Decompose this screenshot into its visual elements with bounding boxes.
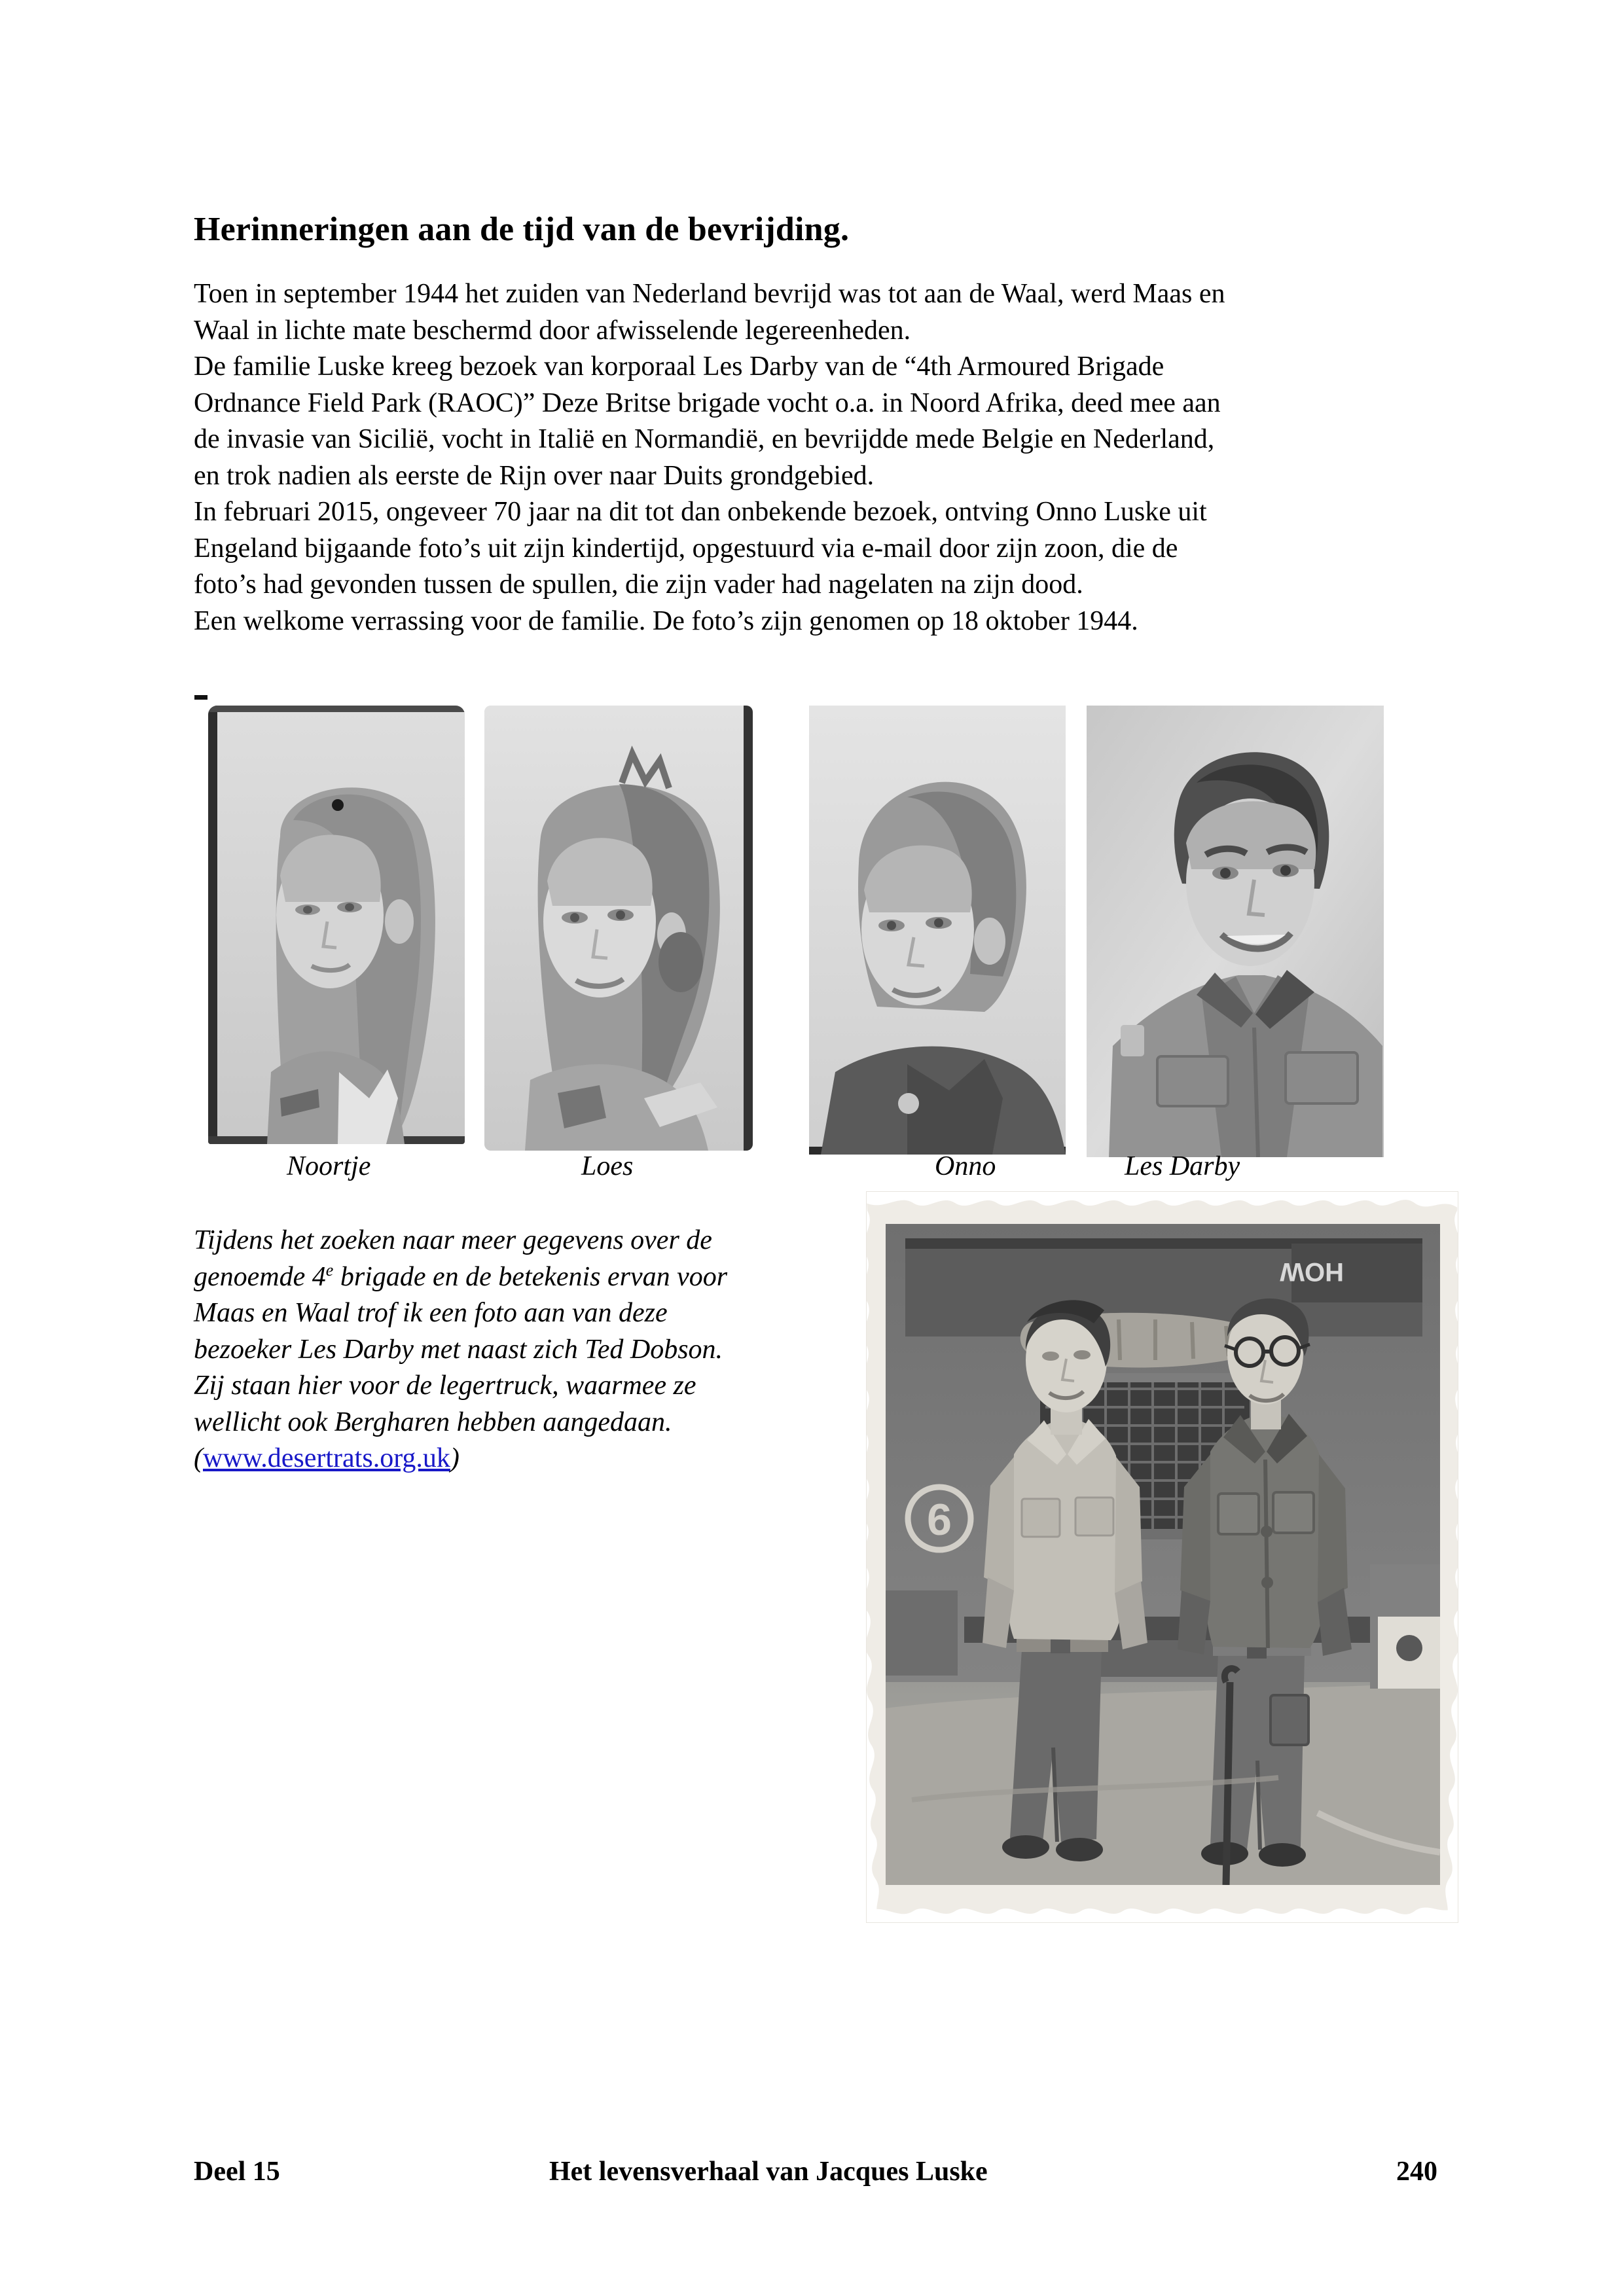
- footer-book-title: Het levensverhaal van Jacques Luske: [549, 2157, 988, 2187]
- caption-line: Tijdens het zoeken naar meer gegevens over de: [194, 1225, 712, 1255]
- page-footer: [194, 2156, 1437, 2195]
- truck-marking-text: HOW: [1280, 1257, 1344, 1286]
- paren-open: (: [194, 1443, 203, 1473]
- page-title: Herinneringen aan de tijd van de bevrijding.: [194, 210, 850, 248]
- photo-loes-image: [484, 706, 753, 1151]
- photo-noortje: [208, 706, 465, 1144]
- caption-line: wellicht ook Bergharen hebben aangedaan.: [194, 1407, 672, 1437]
- photo-onno-image: [809, 706, 1066, 1155]
- truck-circle-marking: 9: [927, 1494, 952, 1544]
- caption-line-brigade: [194, 1259, 728, 1296]
- stray-dash-mark: [194, 695, 208, 700]
- intro-line: en trok nadien als eerste de Rijn over naar Duits grondgebied.: [194, 460, 875, 491]
- photo-caption-loes: Loes: [581, 1151, 634, 1181]
- footer-page-number: 240: [1396, 2157, 1437, 2187]
- photo-soldiers-with-truck-image: [886, 1224, 1440, 1885]
- intro-line: De familie Luske kreeg bezoek van korporaal Les Darby van de “4th Armoured Brigade: [194, 351, 1164, 382]
- photo-captions-row: [208, 1151, 1452, 1196]
- photo-caption-onno: Onno: [935, 1151, 996, 1181]
- photo-caption-noortje: Noortje: [287, 1151, 371, 1181]
- paren-close: ): [450, 1443, 460, 1473]
- desertrats-website-link[interactable]: www.desertrats.org.uk: [203, 1443, 450, 1473]
- caption-brigade-superscript: e: [325, 1260, 334, 1280]
- caption-link-line: [194, 1441, 600, 1477]
- caption-line: Zij staan hier voor de legertruck, waarmee ze: [194, 1371, 696, 1401]
- intro-line: foto’s had gevonden tussen de spullen, die zijn vader had nagelaten na zijn dood.: [194, 569, 1083, 600]
- intro-line: Waal in lichte mate beschermd door afwisselende legereenheden.: [194, 315, 911, 346]
- photo-loes: [484, 706, 753, 1151]
- intro-line: In februari 2015, ongeveer 70 jaar na dit tot dan onbekende bezoek, ontving Onno Luske uit: [194, 497, 1207, 527]
- intro-line: Toen in september 1944 het zuiden van Nederland bevrijd was tot aan de Waal, werd Maas en: [194, 279, 1225, 309]
- photo-noortje-image: [208, 706, 465, 1144]
- intro-paragraph: [194, 276, 1437, 639]
- caption-line: Maas en Waal trof ik een foto aan van deze: [194, 1298, 668, 1328]
- caption-line: bezoeker Les Darby met naast zich Ted Dobson.: [194, 1334, 723, 1365]
- photo-les-darby-image: [1087, 706, 1384, 1157]
- intro-line: Een welkome verrassing voor de familie. De foto’s zijn genomen op 18 oktober 1944.: [194, 605, 1138, 636]
- intro-line: Ordnance Field Park (RAOC)” Deze Britse brigade vocht o.a. in Noord Afrika, deed mee aan: [194, 387, 1221, 418]
- photo-les-darby: [1087, 706, 1384, 1157]
- photo-caption-les-darby: Les Darby: [1125, 1151, 1240, 1181]
- intro-line: de invasie van Sicilië, vocht in Italië en Normandië, en bevrijdde mede Belgie en Nederland,: [194, 424, 1215, 454]
- intro-line: Engeland bijgaande foto’s uit zijn kindertijd, opgestuurd via e-mail door zijn zoon, die de: [194, 533, 1178, 564]
- photo-onno: [809, 706, 1066, 1155]
- photo-soldiers-with-truck: [866, 1191, 1458, 1923]
- caption-brigade-after: brigade en de betekenis ervan voor: [333, 1261, 728, 1292]
- caption-brigade-before: genoemde 4: [194, 1261, 326, 1292]
- caption-paragraph: [194, 1223, 728, 1477]
- portrait-photo-strip: [208, 706, 1452, 1157]
- soldiers-truck-scene: [886, 1224, 1440, 1885]
- footer-part-label: Deel 15: [194, 2157, 280, 2187]
